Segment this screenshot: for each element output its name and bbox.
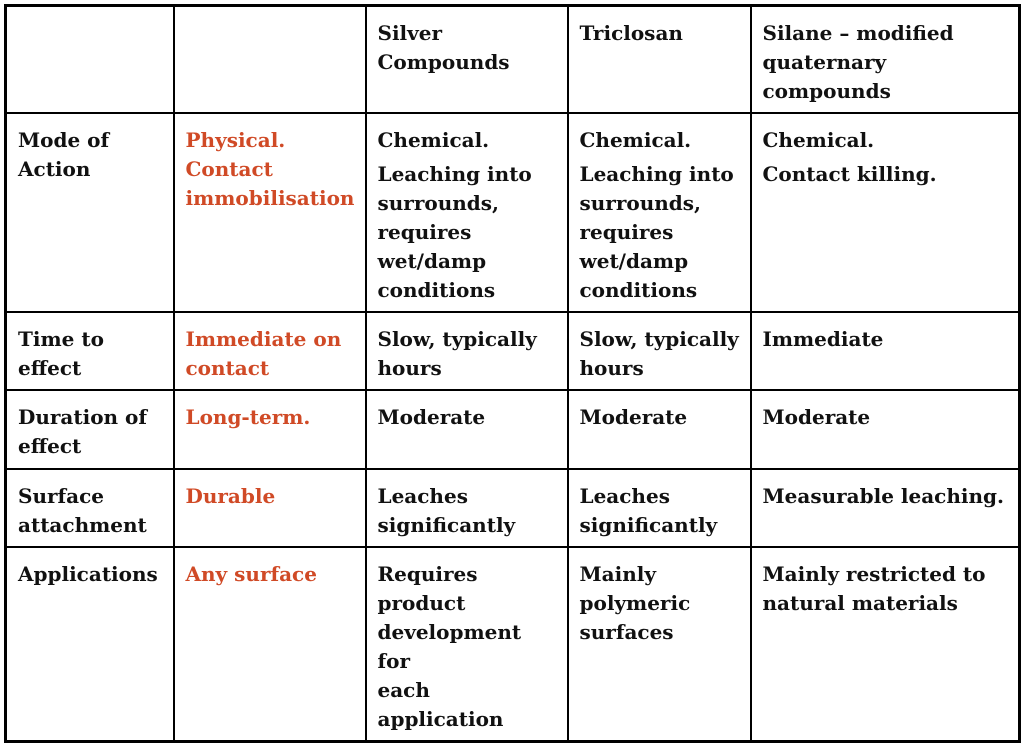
silver-cell: Leaches significantly	[366, 469, 568, 547]
triclosan-cell	[568, 113, 751, 312]
cell-paragraph: Chemical.	[377, 128, 490, 152]
triclosan-cell: Mainly polymeric surfaces	[568, 547, 751, 742]
silane-cell	[751, 113, 1020, 312]
row-duration-of-effect	[6, 390, 1020, 469]
header-text: Compounds	[377, 50, 510, 74]
cell-paragraph: Leaching into surrounds, requires wet/damp conditions	[377, 162, 532, 302]
row-surface-attachment	[6, 469, 1020, 547]
header-cell-silver	[366, 6, 568, 114]
comparison-table	[4, 4, 1021, 743]
header-text: quaternary	[762, 50, 887, 74]
silane-cell: Moderate	[751, 390, 1020, 469]
row-time-to-effect	[6, 312, 1020, 390]
highlight-cell: Durable	[174, 469, 366, 547]
silver-cell: Moderate	[366, 390, 568, 469]
comparison-table-frame	[4, 4, 1018, 731]
cell-paragraph: Chemical.	[762, 128, 875, 152]
highlight-cell: Immediate on contact	[174, 312, 366, 390]
row-label: Mode of Action	[6, 113, 174, 312]
triclosan-cell: Moderate	[568, 390, 751, 469]
header-text: Silver	[377, 21, 443, 45]
cell-paragraph: Chemical.	[579, 128, 692, 152]
silver-cell: Requires product development for each application	[366, 547, 568, 742]
row-mode-of-action	[6, 113, 1020, 312]
cell-paragraph: Leaching into surrounds, requires wet/damp conditions	[579, 162, 734, 302]
silane-cell: Mainly restricted to natural materials	[751, 547, 1020, 742]
silver-cell	[366, 113, 568, 312]
header-text: Triclosan	[579, 21, 683, 45]
row-label: Duration of effect	[6, 390, 174, 469]
header-cell-silane	[751, 6, 1020, 114]
silane-cell: Measurable leaching.	[751, 469, 1020, 547]
highlight-cell: Physical. Contact immobilisation	[174, 113, 366, 312]
row-label: Applications	[6, 547, 174, 742]
header-text: compounds	[762, 79, 891, 103]
header-cell-triclosan	[568, 6, 751, 114]
header-text: Silane – modified	[762, 21, 954, 45]
row-applications	[6, 547, 1020, 742]
cell-paragraph: Contact killing.	[762, 162, 937, 186]
highlight-cell: Long-term.	[174, 390, 366, 469]
header-cell-empty	[6, 6, 174, 114]
highlight-cell: Any surface	[174, 547, 366, 742]
header-cell-blank	[174, 6, 366, 114]
silane-cell: Immediate	[751, 312, 1020, 390]
header-row	[6, 6, 1020, 114]
row-label: Time to effect	[6, 312, 174, 390]
row-label: Surface attachment	[6, 469, 174, 547]
triclosan-cell: Slow, typically hours	[568, 312, 751, 390]
silver-cell: Slow, typically hours	[366, 312, 568, 390]
triclosan-cell: Leaches significantly	[568, 469, 751, 547]
